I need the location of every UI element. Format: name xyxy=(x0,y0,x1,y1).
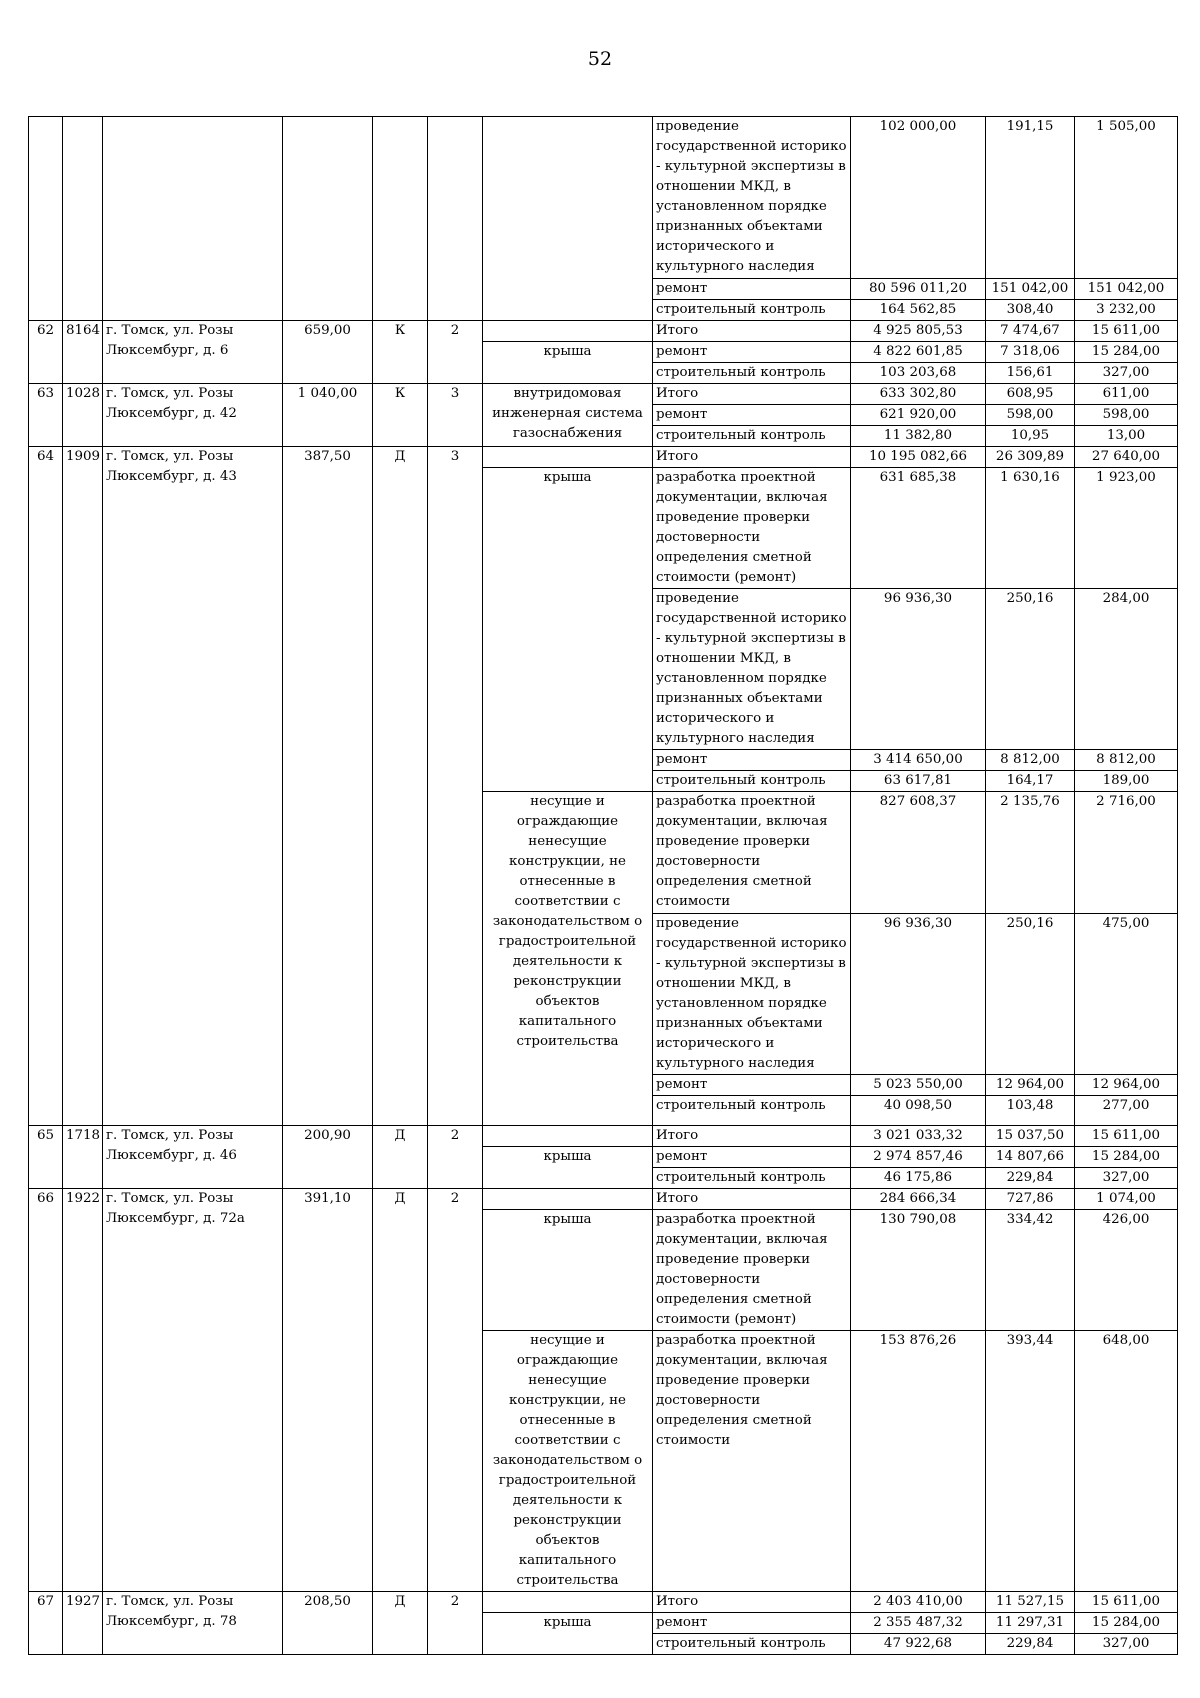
unit2-cell: 13,00 xyxy=(1075,426,1178,447)
unit2-cell: 327,00 xyxy=(1075,1168,1178,1189)
code-cell: 1927 xyxy=(63,1592,103,1655)
category-cell: Д xyxy=(373,1189,428,1592)
work-cell: проведение государственной историко - культурной экспертизы в отношении МКД, в установленном порядке признанных объектами исторического и культурного наследия xyxy=(653,914,851,1075)
sum-cell: 153 876,26 xyxy=(851,1331,986,1592)
work-cell: проведение государственной историко - культурной экспертизы в отношении МКД, в установленном порядке признанных объектами исторического и культурного наследия xyxy=(653,589,851,750)
sum-cell: 3 021 033,32 xyxy=(851,1126,986,1147)
unit2-cell: 598,00 xyxy=(1075,405,1178,426)
unit1-cell: 15 037,50 xyxy=(986,1126,1075,1147)
id-cell: 66 xyxy=(29,1189,63,1592)
unit2-cell: 15 611,00 xyxy=(1075,1592,1178,1613)
floors-cell: 2 xyxy=(428,321,483,384)
unit2-cell: 327,00 xyxy=(1075,363,1178,384)
sum-cell: 63 617,81 xyxy=(851,771,986,792)
work-cell: проведение государственной историко - культурной экспертизы в отношении МКД, в установленном порядке признанных объектами исторического и культурного наследия xyxy=(653,117,851,279)
unit2-cell: 1 505,00 xyxy=(1075,117,1178,279)
unit1-cell: 11 527,15 xyxy=(986,1592,1075,1613)
unit2-cell: 15 284,00 xyxy=(1075,342,1178,363)
area-cell xyxy=(283,117,373,321)
sum-cell: 47 922,68 xyxy=(851,1634,986,1655)
id-cell: 67 xyxy=(29,1592,63,1655)
work-cell: ремонт xyxy=(653,1147,851,1168)
sum-cell: 96 936,30 xyxy=(851,914,986,1075)
unit1-cell: 598,00 xyxy=(986,405,1075,426)
address-cell: г. Томск, ул. Розы Люксембург, д. 6 xyxy=(103,321,283,384)
table-row xyxy=(29,1592,1178,1613)
element-cell: крыша xyxy=(483,468,653,792)
area-cell: 1 040,00 xyxy=(283,384,373,447)
capital-repair-table xyxy=(28,116,1178,1655)
work-cell: ремонт xyxy=(653,1075,851,1096)
element-cell: крыша xyxy=(483,1210,653,1331)
unit1-cell: 393,44 xyxy=(986,1331,1075,1592)
unit2-cell: 648,00 xyxy=(1075,1331,1178,1592)
sum-cell: 164 562,85 xyxy=(851,300,986,321)
unit1-cell: 11 297,31 xyxy=(986,1613,1075,1634)
work-cell: разработка проектной документации, включая проведение проверки достоверности определения сметной стоимости (ремонт) xyxy=(653,1210,851,1331)
floors-cell: 2 xyxy=(428,1126,483,1189)
work-cell: ремонт xyxy=(653,750,851,771)
element-cell: крыша xyxy=(483,1613,653,1655)
work-cell: Итого xyxy=(653,1126,851,1147)
work-cell: ремонт xyxy=(653,279,851,300)
work-cell: Итого xyxy=(653,1592,851,1613)
area-cell: 391,10 xyxy=(283,1189,373,1592)
element-cell: внутридомовая инженерная система газоснабжения xyxy=(483,384,653,447)
floors-cell: 3 xyxy=(428,384,483,447)
element-cell xyxy=(483,1126,653,1147)
sum-cell: 10 195 082,66 xyxy=(851,447,986,468)
work-cell: Итого xyxy=(653,1189,851,1210)
unit2-cell: 277,00 xyxy=(1075,1096,1178,1126)
category-cell: Д xyxy=(373,447,428,1126)
element-cell: несущие и ограждающие ненесущие конструкции, не отнесенные в соответствии с законодательством о градостроительной деятельности к реконструкции объектов капитального строительства xyxy=(483,1331,653,1592)
unit1-cell: 2 135,76 xyxy=(986,792,1075,914)
unit2-cell: 327,00 xyxy=(1075,1634,1178,1655)
work-cell: ремонт xyxy=(653,342,851,363)
sum-cell: 103 203,68 xyxy=(851,363,986,384)
sum-cell: 96 936,30 xyxy=(851,589,986,750)
work-cell: Итого xyxy=(653,447,851,468)
unit2-cell: 1 923,00 xyxy=(1075,468,1178,589)
unit2-cell: 27 640,00 xyxy=(1075,447,1178,468)
address-cell xyxy=(103,117,283,321)
id-cell: 62 xyxy=(29,321,63,384)
sum-cell: 46 175,86 xyxy=(851,1168,986,1189)
code-cell: 1718 xyxy=(63,1126,103,1189)
code-cell: 1028 xyxy=(63,384,103,447)
unit1-cell: 608,95 xyxy=(986,384,1075,405)
sum-cell: 3 414 650,00 xyxy=(851,750,986,771)
unit2-cell: 8 812,00 xyxy=(1075,750,1178,771)
page-number: 52 xyxy=(587,48,613,70)
work-cell: разработка проектной документации, включая проведение проверки достоверности определения сметной стоимости (ремонт) xyxy=(653,468,851,589)
work-cell: Итого xyxy=(653,384,851,405)
sum-cell: 621 920,00 xyxy=(851,405,986,426)
area-cell: 387,50 xyxy=(283,447,373,1126)
category-cell: К xyxy=(373,321,428,384)
work-cell: разработка проектной документации, включая проведение проверки достоверности определения сметной стоимости xyxy=(653,1331,851,1592)
table-row xyxy=(29,447,1178,468)
sum-cell: 827 608,37 xyxy=(851,792,986,914)
id-cell xyxy=(29,117,63,321)
unit1-cell: 156,61 xyxy=(986,363,1075,384)
floors-cell: 2 xyxy=(428,1189,483,1592)
element-cell xyxy=(483,1189,653,1210)
sum-cell: 5 023 550,00 xyxy=(851,1075,986,1096)
id-cell: 65 xyxy=(29,1126,63,1189)
category-cell: К xyxy=(373,384,428,447)
id-cell: 64 xyxy=(29,447,63,1126)
element-cell: несущие и ограждающие ненесущие конструкции, не отнесенные в соответствии с законодательством о градостроительной деятельности к реконструкции объектов капитального строительства xyxy=(483,792,653,1126)
code-cell: 8164 xyxy=(63,321,103,384)
unit2-cell: 15 284,00 xyxy=(1075,1613,1178,1634)
area-cell: 200,90 xyxy=(283,1126,373,1189)
work-cell: строительный контроль xyxy=(653,1096,851,1126)
floors-cell: 3 xyxy=(428,447,483,1126)
address-cell: г. Томск, ул. Розы Люксембург, д. 72а xyxy=(103,1189,283,1592)
unit1-cell: 7 474,67 xyxy=(986,321,1075,342)
unit1-cell: 14 807,66 xyxy=(986,1147,1075,1168)
unit1-cell: 1 630,16 xyxy=(986,468,1075,589)
unit1-cell: 308,40 xyxy=(986,300,1075,321)
unit2-cell: 189,00 xyxy=(1075,771,1178,792)
table-row xyxy=(29,117,1178,279)
sum-cell: 631 685,38 xyxy=(851,468,986,589)
sum-cell: 2 403 410,00 xyxy=(851,1592,986,1613)
work-cell: строительный контроль xyxy=(653,771,851,792)
address-cell: г. Томск, ул. Розы Люксембург, д. 43 xyxy=(103,447,283,1126)
element-cell: крыша xyxy=(483,1147,653,1189)
sum-cell: 4 822 601,85 xyxy=(851,342,986,363)
element-cell xyxy=(483,447,653,468)
work-cell: ремонт xyxy=(653,405,851,426)
element-cell: крыша xyxy=(483,342,653,384)
unit1-cell: 10,95 xyxy=(986,426,1075,447)
id-cell: 63 xyxy=(29,384,63,447)
unit2-cell: 3 232,00 xyxy=(1075,300,1178,321)
unit2-cell: 284,00 xyxy=(1075,589,1178,750)
sum-cell: 2 355 487,32 xyxy=(851,1613,986,1634)
unit1-cell: 151 042,00 xyxy=(986,279,1075,300)
table-row xyxy=(29,384,1178,405)
area-cell: 659,00 xyxy=(283,321,373,384)
sum-cell: 11 382,80 xyxy=(851,426,986,447)
area-cell: 208,50 xyxy=(283,1592,373,1655)
unit1-cell: 26 309,89 xyxy=(986,447,1075,468)
unit2-cell: 1 074,00 xyxy=(1075,1189,1178,1210)
unit1-cell: 103,48 xyxy=(986,1096,1075,1126)
sum-cell: 284 666,34 xyxy=(851,1189,986,1210)
sum-cell: 102 000,00 xyxy=(851,117,986,279)
sum-cell: 4 925 805,53 xyxy=(851,321,986,342)
table-row xyxy=(29,321,1178,342)
work-cell: строительный контроль xyxy=(653,1168,851,1189)
unit1-cell: 727,86 xyxy=(986,1189,1075,1210)
unit2-cell: 2 716,00 xyxy=(1075,792,1178,914)
sum-cell: 2 974 857,46 xyxy=(851,1147,986,1168)
code-cell xyxy=(63,117,103,321)
element-cell xyxy=(483,321,653,342)
address-cell: г. Томск, ул. Розы Люксембург, д. 42 xyxy=(103,384,283,447)
unit2-cell: 151 042,00 xyxy=(1075,279,1178,300)
unit1-cell: 12 964,00 xyxy=(986,1075,1075,1096)
code-cell: 1909 xyxy=(63,447,103,1126)
unit1-cell: 229,84 xyxy=(986,1634,1075,1655)
unit2-cell: 611,00 xyxy=(1075,384,1178,405)
category-cell xyxy=(373,117,428,321)
unit1-cell: 229,84 xyxy=(986,1168,1075,1189)
work-cell: разработка проектной документации, включая проведение проверки достоверности определения сметной стоимости xyxy=(653,792,851,914)
sum-cell: 40 098,50 xyxy=(851,1096,986,1126)
work-cell: строительный контроль xyxy=(653,300,851,321)
table-row xyxy=(29,1126,1178,1147)
table-row xyxy=(29,1189,1178,1210)
floors-cell: 2 xyxy=(428,1592,483,1655)
category-cell: Д xyxy=(373,1126,428,1189)
work-cell: строительный контроль xyxy=(653,363,851,384)
unit2-cell: 475,00 xyxy=(1075,914,1178,1075)
sum-cell: 80 596 011,20 xyxy=(851,279,986,300)
unit1-cell: 250,16 xyxy=(986,589,1075,750)
work-cell: строительный контроль xyxy=(653,1634,851,1655)
address-cell: г. Томск, ул. Розы Люксембург, д. 46 xyxy=(103,1126,283,1189)
work-cell: ремонт xyxy=(653,1613,851,1634)
unit1-cell: 191,15 xyxy=(986,117,1075,279)
unit2-cell: 15 611,00 xyxy=(1075,321,1178,342)
unit1-cell: 250,16 xyxy=(986,914,1075,1075)
unit2-cell: 12 964,00 xyxy=(1075,1075,1178,1096)
unit1-cell: 8 812,00 xyxy=(986,750,1075,771)
unit1-cell: 7 318,06 xyxy=(986,342,1075,363)
floors-cell xyxy=(428,117,483,321)
sum-cell: 130 790,08 xyxy=(851,1210,986,1331)
unit2-cell: 15 284,00 xyxy=(1075,1147,1178,1168)
sum-cell: 633 302,80 xyxy=(851,384,986,405)
code-cell: 1922 xyxy=(63,1189,103,1592)
unit1-cell: 164,17 xyxy=(986,771,1075,792)
address-cell: г. Томск, ул. Розы Люксембург, д. 78 xyxy=(103,1592,283,1655)
element-cell xyxy=(483,1592,653,1613)
unit2-cell: 15 611,00 xyxy=(1075,1126,1178,1147)
category-cell: Д xyxy=(373,1592,428,1655)
work-cell: строительный контроль xyxy=(653,426,851,447)
unit2-cell: 426,00 xyxy=(1075,1210,1178,1331)
unit1-cell: 334,42 xyxy=(986,1210,1075,1331)
element-cell xyxy=(483,117,653,321)
work-cell: Итого xyxy=(653,321,851,342)
